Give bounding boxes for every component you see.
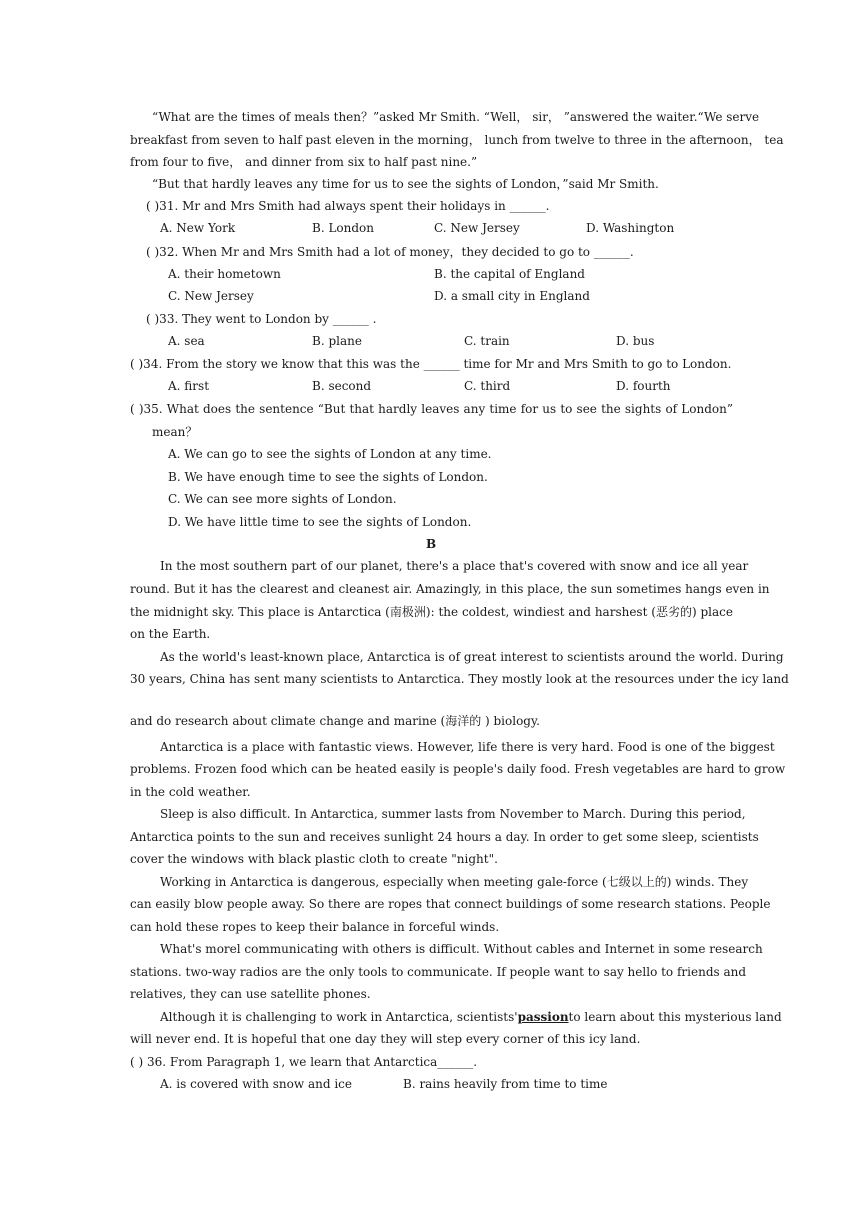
question-32-stem: ( )32. When Mr and Mrs Smith had a lot of money，they decided to go to ______. <box>146 245 634 259</box>
paragraph-1-line: the midnight sky. This place is Antarctica (南极洲): the coldest, windiest and harshest (恶劣的) place <box>130 605 733 619</box>
keyword-passion: passion <box>517 1010 569 1024</box>
section-heading: B <box>426 537 437 551</box>
option-31-d[interactable]: D. Washington <box>586 221 675 235</box>
option-31-b[interactable]: B. London <box>312 221 375 235</box>
paragraph-3-line: problems. Frozen food which can be heated easily is people's daily food. Fresh vegetables are hard to grow <box>130 762 786 776</box>
passage-line: “But that hardly leaves any time for us to see the sights of London，”said Mr Smith. <box>152 177 659 191</box>
passage-line: “What are the times of meals then？”asked Mr Smith. “Well， sir， ”answered the waiter.“We serve <box>152 110 760 124</box>
option-35-a[interactable]: A. We can go to see the sights of London at any time. <box>168 447 492 461</box>
paragraph-6-line: What's morel communicating with others is difficult. Without cables and Internet in some research <box>160 942 763 956</box>
option-33-d[interactable]: D. bus <box>616 334 655 348</box>
question-31-stem: ( )31. Mr and Mrs Smith had always spent their holidays in ______. <box>146 199 550 213</box>
paragraph-7-line <box>160 1009 782 1025</box>
paragraph-2-line: As the world's least-known place, Antarctica is of great interest to scientists around the world. During <box>160 650 784 664</box>
paragraph-7-text: Although it is challenging to work in Antarctica, scientists' <box>160 1010 518 1024</box>
paragraph-5-line: can easily blow people away. So there are ropes that connect buildings of some research stations. People <box>130 897 771 911</box>
option-33-a[interactable]: A. sea <box>168 334 205 348</box>
paragraph-2-line: and do research about climate change and marine (海洋的 ) biology. <box>130 714 540 728</box>
option-34-a[interactable]: A. first <box>168 379 210 393</box>
paragraph-2-line: 30 years, China has sent many scientists to Antarctica. They mostly look at the resources under the icy land <box>130 672 789 686</box>
question-33-stem: ( )33. They went to London by ______ . <box>146 312 377 326</box>
question-35-stem: ( )35. What does the sentence “But that hardly leaves any time for us to see the sights of London” <box>130 402 733 416</box>
paragraph-6-line: relatives, they can use satellite phones. <box>130 987 371 1001</box>
paragraph-4-line: cover the windows with black plastic cloth to create "night". <box>130 852 498 866</box>
question-35-stem-cont: mean？ <box>152 425 198 439</box>
option-34-d[interactable]: D. fourth <box>616 379 671 393</box>
option-31-c[interactable]: C. New Jersey <box>434 221 520 235</box>
option-33-b[interactable]: B. plane <box>312 334 362 348</box>
option-35-d[interactable]: D. We have little time to see the sights of London. <box>168 515 472 529</box>
passage-line: breakfast from seven to half past eleven in the morning， lunch from twelve to three in the afternoon， tea <box>130 133 784 147</box>
paragraph-6-line: stations. two-way radios are the only tools to communicate. If people want to say hello to friends and <box>130 965 747 979</box>
option-31-a[interactable]: A. New York <box>160 221 236 235</box>
option-36-b[interactable]: B. rains heavily from time to time <box>403 1077 608 1091</box>
option-36-a[interactable]: A. is covered with snow and ice <box>160 1077 352 1091</box>
option-34-b[interactable]: B. second <box>312 379 372 393</box>
passage-line: from four to five， and dinner from six to half past nine.” <box>130 155 478 169</box>
paragraph-1-line: In the most southern part of our planet, there's a place that's covered with snow and ice all year <box>160 559 749 573</box>
option-32-a[interactable]: A. their hometown <box>168 267 281 281</box>
paragraph-1-line: on the Earth. <box>130 627 211 641</box>
paragraph-3-line: Antarctica is a place with fantastic views. However, life there is very hard. Food is one of the biggest <box>160 740 775 754</box>
paragraph-4-line: Antarctica points to the sun and receives sunlight 24 hours a day. In order to get some sleep, scientists <box>130 830 759 844</box>
option-35-b[interactable]: B. We have enough time to see the sights of London. <box>168 470 488 484</box>
option-33-c[interactable]: C. train <box>464 334 510 348</box>
paragraph-5-line: can hold these ropes to keep their balance in forceful winds. <box>130 920 500 934</box>
paragraph-7-text: to learn about this mysterious land <box>568 1010 782 1024</box>
question-34-stem: ( )34. From the story we know that this was the ______ time for Mr and Mrs Smith to go to London. <box>130 357 732 371</box>
paragraph-3-line: in the cold weather. <box>130 785 251 799</box>
paragraph-7-line: will never end. It is hopeful that one day they will step every corner of this icy land. <box>130 1032 641 1046</box>
option-35-c[interactable]: C. We can see more sights of London. <box>168 492 397 506</box>
paragraph-5-line: Working in Antarctica is dangerous, especially when meeting gale-force (七级以上的) winds. They <box>160 875 749 889</box>
paragraph-4-line: Sleep is also difficult. In Antarctica, summer lasts from November to March. During this period, <box>160 807 746 821</box>
question-36-stem: ( ) 36. From Paragraph 1, we learn that Antarctica______. <box>130 1055 478 1069</box>
paragraph-1-line: round. But it has the clearest and cleanest air. Amazingly, in this place, the sun sometimes hangs even in <box>130 582 770 596</box>
option-32-d[interactable]: D. a small city in England <box>434 289 590 303</box>
option-32-c[interactable]: C. New Jersey <box>168 289 254 303</box>
option-34-c[interactable]: C. third <box>464 379 511 393</box>
option-32-b[interactable]: B. the capital of England <box>434 267 585 281</box>
